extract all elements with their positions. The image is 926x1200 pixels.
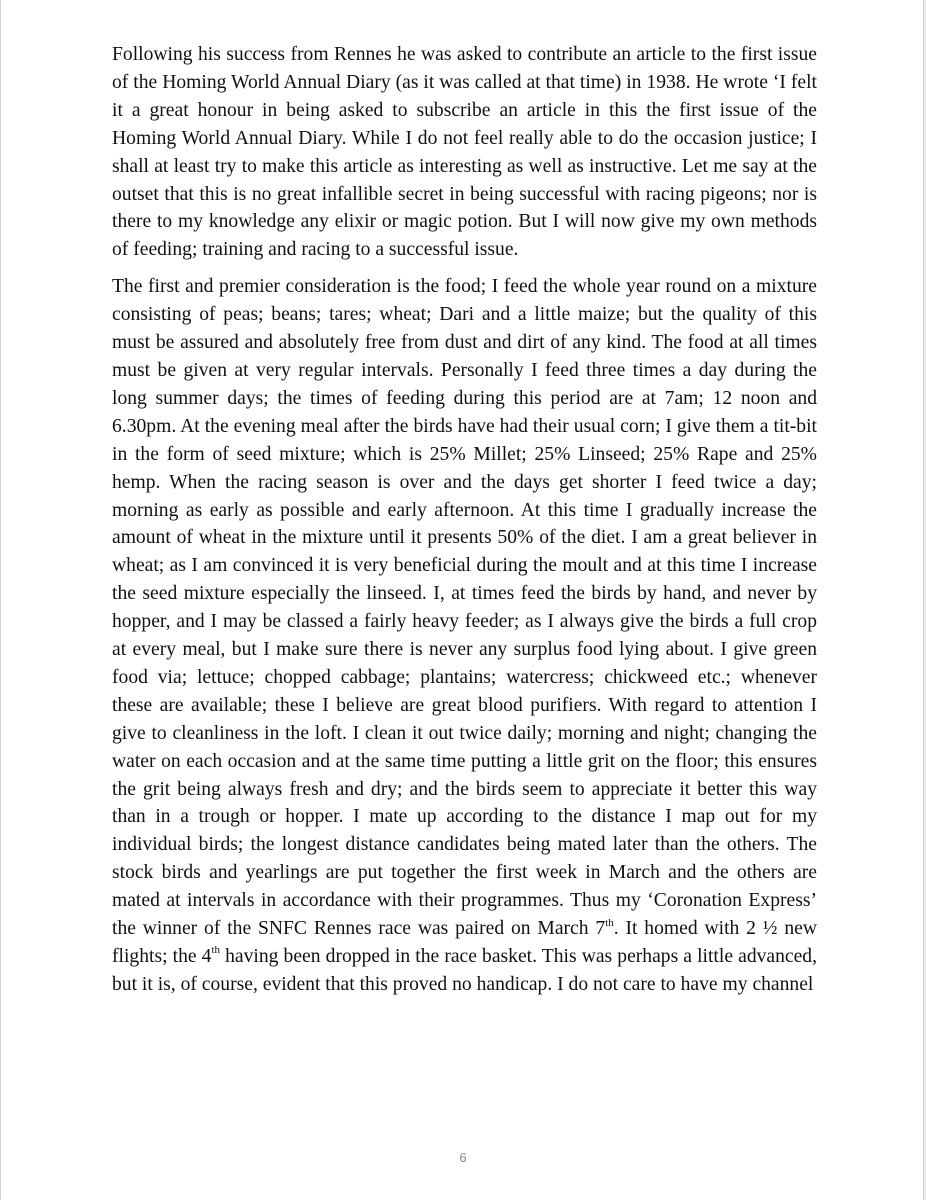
superscript-th-2: th bbox=[211, 944, 221, 957]
page-number: 6 bbox=[459, 1150, 467, 1165]
body-text bbox=[112, 41, 817, 999]
paragraph-2 bbox=[112, 273, 817, 999]
paragraph-2-part-1: The first and premier consideration is the food; I feed the whole year round on a mixture consisting of peas; beans; tares; wheat; Dari and a little maize; but the quality of this must be assured and absolutely free from dust and dirt of any kind. The food at all times must be given at very regular intervals. Personally I feed three times a day during the long summer days; the times of feeding during this period are at 7am; 12 noon and 6.30pm. At the evening meal after the birds have had their usual corn; I give them a tit-bit in the form of seed mixture; which is 25% Millet; 25% Linseed; 25% Rape and 25% hemp. When the racing season is over and the days get shorter I feed twice a day; morning as early as possible and early afternoon. At this time I gradually increase the amount of wheat in the mixture until it presents 50% of the diet. I am a great believer in wheat; as I am convinced it is very beneficial during the moult and at this time I increase the seed mixture especially the linseed. I, at times feed the birds by hand, and never by hopper, and I may be classed a fairly heavy feeder; as I always give the birds a full crop at every meal, but I make sure there is never any surplus food lying about. I give green food via; lettuce; chopped cabbage; plantains; watercress; chickweed etc.; whenever these are available; these I believe are great blood purifiers. With regard to attention I give to cleanliness in the loft. I clean it out twice daily; morning and night; changing the water on each occasion and at the same time putting a little grit on the floor; this ensures the grit being always fresh and dry; and the birds seem to appreciate it better this way than in a trough or hopper. I mate up according to the distance I map out for my individual birds; the longest distance candidates being mated later than the others. The stock birds and yearlings are put together the first week in March and the others are mated at intervals in accordance with their programmes. Thus my ‘Coronation Express’ the winner of the SNFC Rennes race was paired on March 7 bbox=[112, 276, 817, 940]
paragraph-1: Following his success from Rennes he was asked to contribute an article to the first issue of the Homing World Annual Diary (as it was called at that time) in 1938. He wrote ‘I felt it a great honour in being asked to subscribe an article in this the first issue of the Homing World Annual Diary. While I do not feel really able to do the occasion justice; I shall at least try to make this article as interesting as well as instructive. Let me say at the outset that this is no great infallible secret in being successful with racing pigeons; nor is there to my knowledge any elixir or magic potion. But I will now give my own methods of feeding; training and racing to a successful issue. bbox=[112, 44, 817, 261]
paragraph-2-part-2: . It homed with 2 ½ new flights; the 4 bbox=[112, 918, 817, 967]
superscript-th-1: th bbox=[605, 916, 614, 929]
paragraph-2-part-3: having been dropped in the race basket. This was perhaps a little advanced, but it is, of course, evident that this proved no handicap. I do not care to have my channel bbox=[112, 946, 817, 995]
